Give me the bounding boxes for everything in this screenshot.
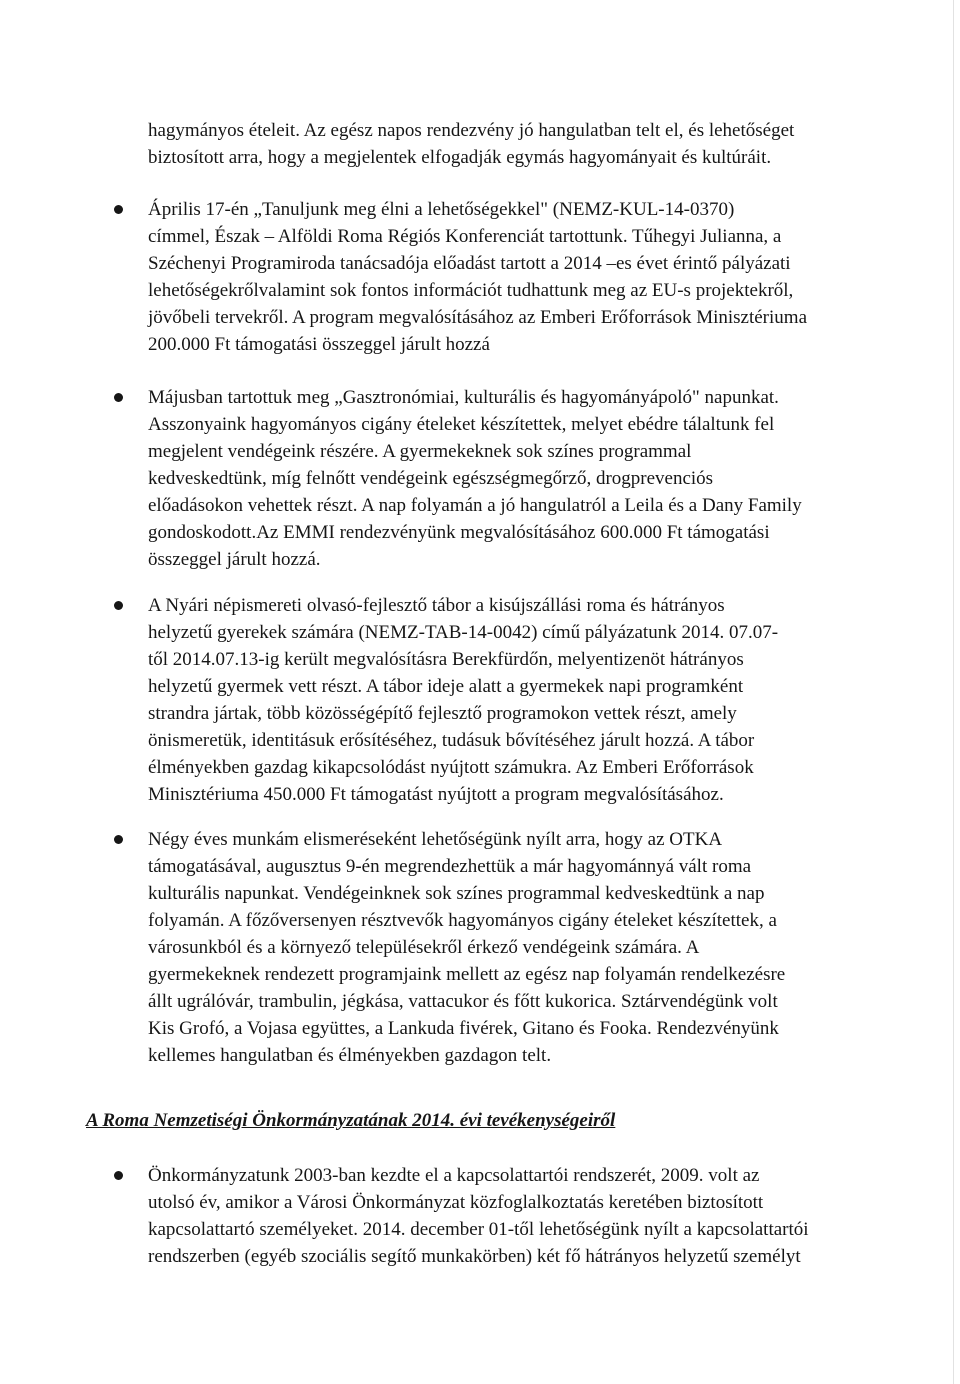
text-line: kedveskedtünk, míg felnőtt vendégeink egészségmegőrző, drogprevenciós bbox=[148, 468, 714, 489]
text-line: 200.000 Ft támogatási összeggel járult hozzá bbox=[148, 334, 490, 355]
text-line: önismeretük, identitásuk erősítéséhez, tudásuk bővítéséhez járult hozzá. A tábor bbox=[148, 730, 755, 751]
bullet-paragraph bbox=[148, 592, 838, 808]
bullet-item-cultural-day bbox=[148, 826, 838, 1069]
bullet-dot-icon bbox=[114, 205, 123, 214]
text-line: állt ugrálóvár, trambulin, jégkása, vattacukor és főtt kukorica. Sztárvendégünk volt bbox=[148, 991, 778, 1012]
bullet-dot-icon bbox=[114, 393, 123, 402]
text-line: Minisztériuma 450.000 Ft támogatást nyújtott a program megvalósításához. bbox=[148, 784, 724, 805]
bullet-dot-icon bbox=[114, 1171, 123, 1180]
bullet-paragraph bbox=[148, 384, 838, 573]
text-line: támogatásával, augusztus 9-én megrendezhettük a már hagyománnyá vált roma bbox=[148, 856, 752, 877]
intro-paragraph bbox=[148, 117, 828, 171]
text-line: Kis Grofó, a Vojasa együttes, a Lankuda fivérek, Gitano és Fooka. Rendezvényünk bbox=[148, 1018, 779, 1039]
text-line: utolsó év, amikor a Városi Önkormányzat közfoglalkoztatás keretében biztosított bbox=[148, 1192, 764, 1213]
text-line: gondoskodott.Az EMMI rendezvényünk megvalósításához 600.000 Ft támogatási bbox=[148, 522, 770, 543]
text-line: városunkból és a környező településekről érkező vendégeink számára. A bbox=[148, 937, 700, 958]
text-line: hagymányos ételeit. Az egész napos rendezvény jó hangulatban telt el, és lehetőséget bbox=[148, 120, 795, 141]
bullet-paragraph bbox=[148, 1162, 838, 1270]
text-line: összeggel járult hozzá. bbox=[148, 549, 321, 570]
text-line: helyzetű gyermek vett részt. A tábor ideje alatt a gyermekek napi programként bbox=[148, 676, 744, 697]
text-line: lehetőségekrőlvalamint sok fontos információt tudhattunk meg az EU-s projektekről, bbox=[148, 280, 794, 301]
bullet-item-contact-system bbox=[148, 1162, 838, 1270]
text-line: Négy éves munkám elismeréseként lehetőségünk nyílt arra, hogy az OTKA bbox=[148, 829, 723, 850]
text-line: kellemes hangulatban és élményekben gazdagon telt. bbox=[148, 1045, 552, 1066]
text-line: biztosított arra, hogy a megjelentek elfogadják egymás hagyományait és kultúráit. bbox=[148, 147, 772, 168]
bullet-item-may-gastronomy bbox=[148, 384, 838, 573]
text-line: előadásokon vehettek részt. A nap folyamán a jó hangulatról a Leila és a Dany Family bbox=[148, 495, 802, 516]
bullet-item-april-conference bbox=[148, 196, 838, 358]
text-line: címmel, Észak – Alföldi Roma Régiós Konferenciát tartottunk. Tűhegyi Julianna, a bbox=[148, 226, 782, 247]
text-line: élményekben gazdag kikapcsolódást nyújtott számukra. Az Emberi Erőforrások bbox=[148, 757, 754, 778]
bullet-dot-icon bbox=[114, 835, 123, 844]
bullet-item-summer-camp bbox=[148, 592, 838, 808]
text-line: strandra jártak, több közösségépítő fejlesztő programokon vettek részt, amely bbox=[148, 703, 737, 724]
text-line: rendszerben (egyéb szociális segítő munkakörben) két fő hátrányos helyzetű személyt bbox=[148, 1246, 801, 1267]
bullet-paragraph bbox=[148, 196, 838, 358]
bullet-dot-icon bbox=[114, 601, 123, 610]
text-line: megjelent vendégeink részére. A gyermekeknek sok színes programmal bbox=[148, 441, 692, 462]
scan-edge-line bbox=[953, 0, 954, 1384]
text-line: helyzetű gyerekek számára (NEMZ-TAB-14-0042) című pályázatunk 2014. 07.07- bbox=[148, 622, 779, 643]
text-line: Önkormányzatunk 2003-ban kezdte el a kapcsolattartói rendszerét, 2009. volt az bbox=[148, 1165, 760, 1186]
text-line: kulturális napunkat. Vendégeinknek sok színes programmal kedveskedtünk a nap bbox=[148, 883, 765, 904]
text-line: től 2014.07.13-ig került megvalósításra Berekfürdőn, melyentizenöt hátrányos bbox=[148, 649, 744, 670]
section-heading: A Roma Nemzetiségi Önkormányzatának 2014. évi tevékenységeiről bbox=[86, 1110, 616, 1131]
text-line: jövőbeli tervekről. A program megvalósításához az Emberi Erőforrások Minisztériuma bbox=[148, 307, 807, 328]
text-line: gyermekeknek rendezett programjaink mellett az egész nap folyamán rendelkezésre bbox=[148, 964, 786, 985]
text-line: kapcsolattartó személyeket. 2014. december 01-től lehetőségünk nyílt a kapcsolattartói bbox=[148, 1219, 809, 1240]
text-line: Asszonyaink hagyományos cigány ételeket készítettek, melyet ebédre tálaltunk fel bbox=[148, 414, 775, 435]
bullet-paragraph bbox=[148, 826, 838, 1069]
text-line: Májusban tartottuk meg „Gasztronómiai, kulturális és hagyományápoló" napunkat. bbox=[148, 387, 779, 408]
text-line: Széchenyi Programiroda tanácsadója előadást tartott a 2014 –es évet érintő pályázati bbox=[148, 253, 791, 274]
text-line: folyamán. A főzőversenyen résztvevők hagyományos cigány ételeket készítettek, a bbox=[148, 910, 777, 931]
text-line: A Nyári népismereti olvasó-fejlesztő tábor a kisújszállási roma és hátrányos bbox=[148, 595, 725, 616]
text-line: Április 17-én „Tanuljunk meg élni a lehetőségekkel" (NEMZ-KUL-14-0370) bbox=[148, 199, 735, 220]
